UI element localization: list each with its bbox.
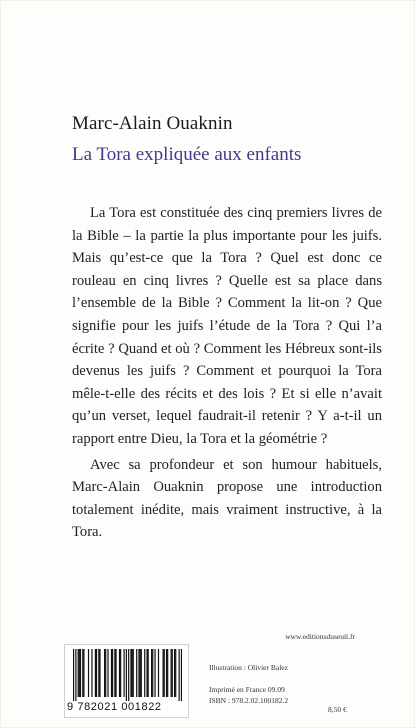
barcode-bar (148, 649, 149, 697)
barcode-bar (166, 649, 167, 697)
barcode-bar (164, 649, 165, 697)
book-title: La Tora expliquée aux enfants (72, 144, 302, 165)
barcode-bar (128, 649, 129, 701)
barcode-bar (119, 649, 120, 697)
barcode-bar (112, 649, 113, 697)
barcode-bar (171, 649, 172, 697)
barcode-bar (99, 649, 100, 697)
barcode-bar (136, 649, 137, 697)
barcode-bar (75, 649, 76, 701)
barcode-bar (95, 649, 96, 697)
credits-block (209, 662, 288, 707)
barcode-panel (64, 644, 189, 718)
barcode-bar (132, 649, 133, 697)
barcode-bar (181, 649, 182, 701)
barcode-bar (138, 649, 139, 697)
barcode-bar (172, 649, 173, 697)
barcode-digits: 9 782021 001822 (67, 701, 162, 713)
barcode-bar (120, 649, 121, 697)
barcode-bar (154, 649, 155, 697)
publisher-website: www.editionsduseuil.fr (285, 632, 355, 641)
barcode-bar (82, 649, 83, 697)
barcode-bar (130, 649, 131, 697)
barcode-bar (140, 649, 141, 697)
price-label: 8,50 € (328, 705, 347, 714)
back-cover-blurb (72, 202, 382, 544)
barcode-bars (73, 649, 182, 701)
barcode-bar (107, 649, 108, 697)
barcode-bar (175, 649, 176, 697)
barcode-bar (91, 649, 92, 697)
barcode-bar (114, 649, 115, 697)
barcode-bar (79, 649, 80, 697)
barcode-bar (162, 649, 163, 697)
barcode-bar (80, 649, 81, 697)
barcode-bar (104, 649, 105, 697)
barcode-bar (105, 649, 106, 697)
barcode-bar (126, 649, 127, 701)
barcode-bar (179, 649, 180, 701)
barcode-bar (151, 649, 152, 697)
barcode-bar (73, 649, 74, 701)
barcode-bar (88, 649, 89, 697)
barcode-bar (98, 649, 99, 697)
barcode-bar (167, 649, 168, 697)
barcode-bar (78, 649, 79, 697)
blurb-paragraph-1: La Tora est constituée des cinq premiers livres de la Bible – la partie la plus importante pour les juifs. Mais qu’est-ce que la Tora ? Quel est donc ce rouleau en cinq livres ? Quelle est sa place dans l’ensemble de la Bible ? Comment la lit-on ? Que signifie pour les juifs l’étude de la Tora ? Qui l’a écrite ? Quand et où ? Comment les Hébreux sont-ils devenus les juifs ? Comment et pourquoi la Tora mêle-t-elle des récits et des lois ? Et si elle n’avait qu’un verset, lequel faudrait-il retenir ? Y a-t-il un rapport entre Dieu, la Tora et la géométrie ? (72, 205, 382, 447)
barcode-bar (158, 649, 159, 697)
author-name: Marc-Alain Ouaknin (72, 113, 233, 134)
barcode-bar (83, 649, 84, 697)
isbn-number: ISBN : 978.2.02.100182.2 (209, 696, 289, 705)
illustration-credit: Illustration : Olivier Balez (209, 663, 288, 672)
printing-info: Imprimé en France 09.09 (209, 684, 285, 694)
barcode-bar (174, 649, 175, 697)
barcode-bar (146, 649, 147, 697)
barcode-bar (141, 649, 142, 697)
blurb-paragraph-2: Avec sa profondeur et son humour habituels, Marc-Alain Ouaknin propose une introduction totalement inédite, mais vraiment instructive, à la Tora. (72, 456, 382, 541)
barcode-bar (152, 649, 153, 697)
barcode-bar (144, 649, 145, 697)
barcode-bar (115, 649, 116, 697)
barcode-bar (111, 649, 112, 697)
barcode-bar (123, 649, 124, 697)
barcode-bar (96, 649, 97, 697)
barcode-bar (133, 649, 134, 697)
